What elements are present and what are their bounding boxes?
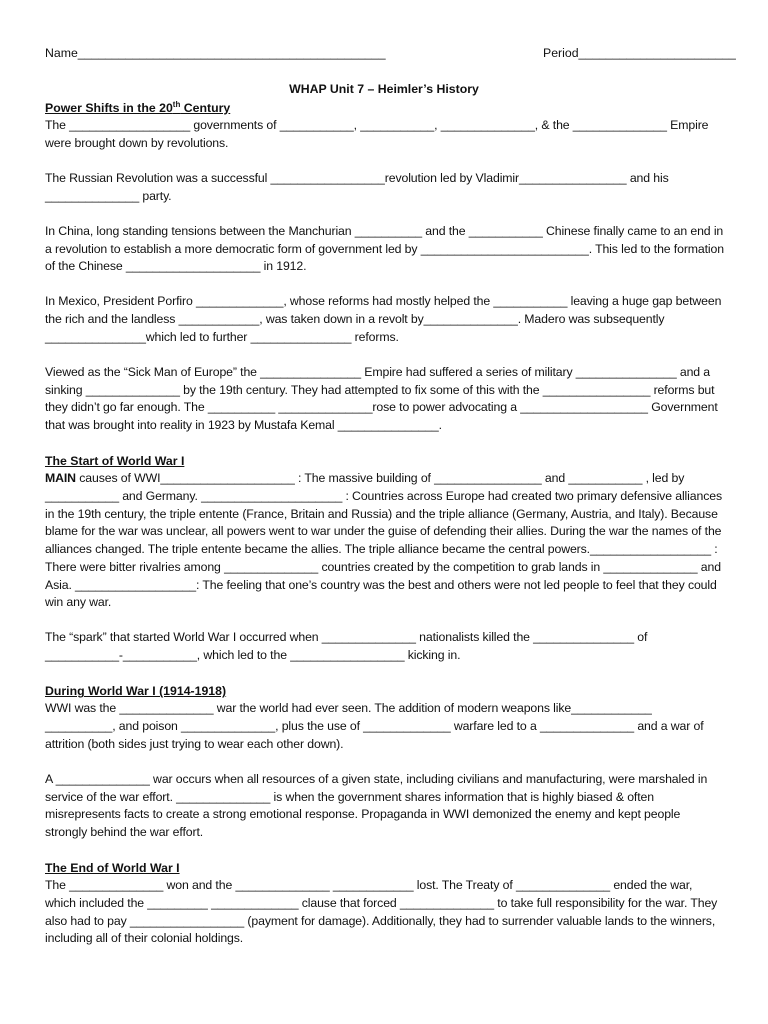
heading-during-ww1: During World War I (1914-1918): [45, 684, 227, 699]
worksheet-body: [45, 99, 725, 948]
heading-power-shifts: Power Shifts in the 20th Century: [45, 99, 231, 115]
name-field-label: Name_____________________________________________: [45, 46, 386, 60]
paragraph-china: In China, long standing tensions between the Manchurian __________ and the ___________ Chinese finally came to an end in a revolution to establish a more democratic form of government led by _________________________. This led to the formation of the Chinese ____________________ in 1912.: [45, 223, 724, 274]
paragraph-treaty: The ______________ won and the ______________ ____________ lost. The Treaty of ______________ ended the war, which included the _________ _____________ clause that forced ______________ to take full responsibility for the war. They also had to pay _________________ (payment for damage). Additionally, they had to surrender valuable lands to the winners, including all of their colonial holdings.: [45, 878, 718, 946]
paragraph-mexico: In Mexico, President Porfiro _____________, whose reforms had mostly helped the ___________ leaving a huge gap between the rich and the landless ____________, was taken down in a revolt by______________. Madero was subsequently _______________which led to further _______________ reforms.: [45, 294, 722, 344]
paragraph-main-causes: MAIN causes of WWI____________________ : The massive building of ________________ and ___________ , led by ___________ and Germany. _____________________ : Countries across Europe had created two primary defensive alliances in the 19th century, the triple entente (France, Britain and Russia) and the triple alliance (Germany, Austria, and Italy). Because blame for the war was unclear, all powers went to war under the guise of defending their allies. During the war the names of the alliances changed. The triple entente became the allies. The triple alliance became the central powers.__________________ : There were bitter rivalries among ______________ countries created by the competition to grab lands in ______________ and Asia. __________________: The feeling that one’s country was the best and others were not led people to feel that they could win any war.: [45, 471, 722, 610]
paragraph-ottoman: Viewed as the “Sick Man of Europe” the _______________ Empire had suffered a series of military _______________ and a sinking ______________ by the 19th century. They had attempted to fix some of this with the ________________ reforms but they didn’t go far enough. The __________ ______________rose to power advocating a ___________________ Government that was brought into reality in 1923 by Mustafa Kemal _______________.: [45, 365, 718, 433]
paragraph-russian-revolution: The Russian Revolution was a successful _________________revolution led by Vladimir________________ and his ______________ party.: [45, 170, 669, 203]
paragraph-spark: The “spark” that started World War I occurred when ______________ nationalists killed the _______________ of ___________-___________, which led to the _________________ kicking in.: [45, 630, 648, 663]
heading-start-ww1: The Start of World War I: [45, 454, 185, 469]
period-field-label: Period_______________________: [543, 46, 736, 60]
heading-end-ww1: The End of World War I: [45, 861, 180, 876]
paragraph-empires: The __________________ governments of ___________, ___________, ______________, & the ______________ Empire were brought down by revolutions.: [45, 118, 709, 150]
worksheet-title: WHAP Unit 7 – Heimler’s History: [289, 82, 479, 96]
paragraph-modern-weapons: WWI was the ______________ war the world had ever seen. The addition of modern weapons like____________ __________, and poison ______________, plus the use of _____________ warfare led to a ______________ and a war of attrition (both sides just trying to wear each other down).: [45, 701, 704, 751]
paragraph-total-war: A ______________ war occurs when all resources of a given state, including civilians and manufacturing, were marshaled in service of the war effort. ______________ is when the government shares information that is highly biased & often misrepresents facts to create a strong emotional response. Propaganda in WWI demonized the enemy and kept people strongly behind the war effort.: [45, 771, 708, 840]
